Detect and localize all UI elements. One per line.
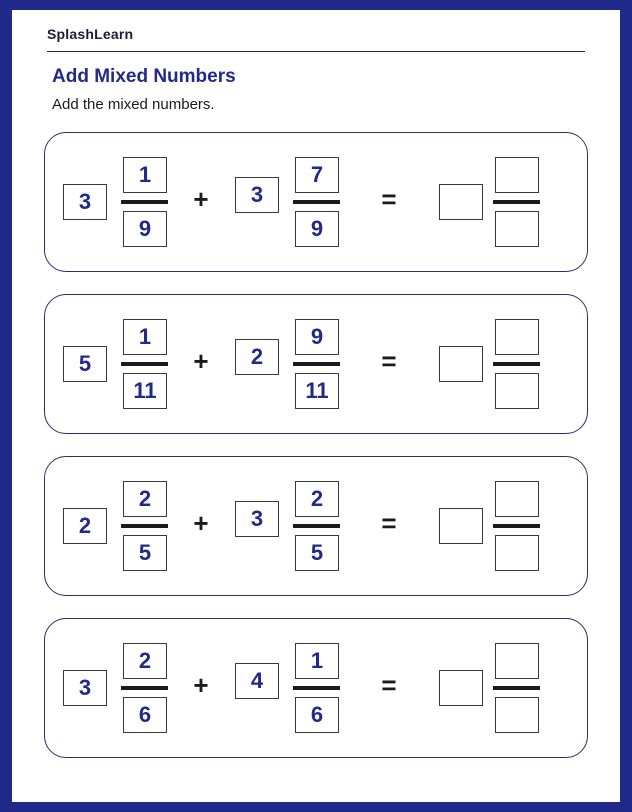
first-denominator: 9 xyxy=(123,211,167,247)
second-whole-number: 3 xyxy=(235,177,279,213)
second-numerator: 2 xyxy=(295,481,339,517)
second-fraction-bar xyxy=(293,524,340,528)
first-numerator: 1 xyxy=(123,319,167,355)
answer-numerator-box[interactable] xyxy=(495,319,539,355)
first-fraction-bar xyxy=(121,686,168,690)
second-denominator: 11 xyxy=(295,373,339,409)
first-denominator: 5 xyxy=(123,535,167,571)
answer-numerator-box[interactable] xyxy=(495,643,539,679)
instruction-text: Add the mixed numbers. xyxy=(52,96,215,113)
second-fraction-bar xyxy=(293,686,340,690)
answer-numerator-box[interactable] xyxy=(495,157,539,193)
answer-denominator-box[interactable] xyxy=(495,373,539,409)
answer-fraction-bar xyxy=(493,200,540,204)
second-whole-number: 3 xyxy=(235,501,279,537)
second-numerator: 7 xyxy=(295,157,339,193)
equals-sign: = xyxy=(381,346,397,376)
first-whole-number: 3 xyxy=(63,184,107,220)
answer-fraction-bar xyxy=(493,362,540,366)
plus-sign: + xyxy=(193,508,209,538)
answer-fraction-bar xyxy=(493,524,540,528)
plus-sign: + xyxy=(193,670,209,700)
second-numerator: 1 xyxy=(295,643,339,679)
problem-card-3 xyxy=(44,456,588,596)
first-denominator: 11 xyxy=(123,373,167,409)
problem-card-4 xyxy=(44,618,588,758)
worksheet-page xyxy=(12,10,620,802)
answer-whole-box[interactable] xyxy=(439,184,483,220)
answer-denominator-box[interactable] xyxy=(495,535,539,571)
equals-sign: = xyxy=(381,670,397,700)
second-whole-number: 2 xyxy=(235,339,279,375)
plus-sign: + xyxy=(193,346,209,376)
first-fraction-bar xyxy=(121,200,168,204)
second-denominator: 5 xyxy=(295,535,339,571)
second-fraction-bar xyxy=(293,200,340,204)
second-whole-number: 4 xyxy=(235,663,279,699)
answer-whole-box[interactable] xyxy=(439,508,483,544)
first-numerator: 1 xyxy=(123,157,167,193)
first-fraction-bar xyxy=(121,362,168,366)
first-whole-number: 2 xyxy=(63,508,107,544)
page-title: Add Mixed Numbers xyxy=(52,66,236,87)
first-whole-number: 5 xyxy=(63,346,107,382)
problem-card-2 xyxy=(44,294,588,434)
equals-sign: = xyxy=(381,184,397,214)
answer-whole-box[interactable] xyxy=(439,346,483,382)
equals-sign: = xyxy=(381,508,397,538)
first-denominator: 6 xyxy=(123,697,167,733)
header-divider xyxy=(47,51,585,52)
answer-denominator-box[interactable] xyxy=(495,211,539,247)
first-numerator: 2 xyxy=(123,481,167,517)
second-denominator: 6 xyxy=(295,697,339,733)
problem-card-1 xyxy=(44,132,588,272)
second-denominator: 9 xyxy=(295,211,339,247)
answer-denominator-box[interactable] xyxy=(495,697,539,733)
answer-fraction-bar xyxy=(493,686,540,690)
first-fraction-bar xyxy=(121,524,168,528)
answer-whole-box[interactable] xyxy=(439,670,483,706)
plus-sign: + xyxy=(193,184,209,214)
second-numerator: 9 xyxy=(295,319,339,355)
first-whole-number: 3 xyxy=(63,670,107,706)
second-fraction-bar xyxy=(293,362,340,366)
answer-numerator-box[interactable] xyxy=(495,481,539,517)
brand-logo: SplashLearn xyxy=(47,26,134,42)
first-numerator: 2 xyxy=(123,643,167,679)
